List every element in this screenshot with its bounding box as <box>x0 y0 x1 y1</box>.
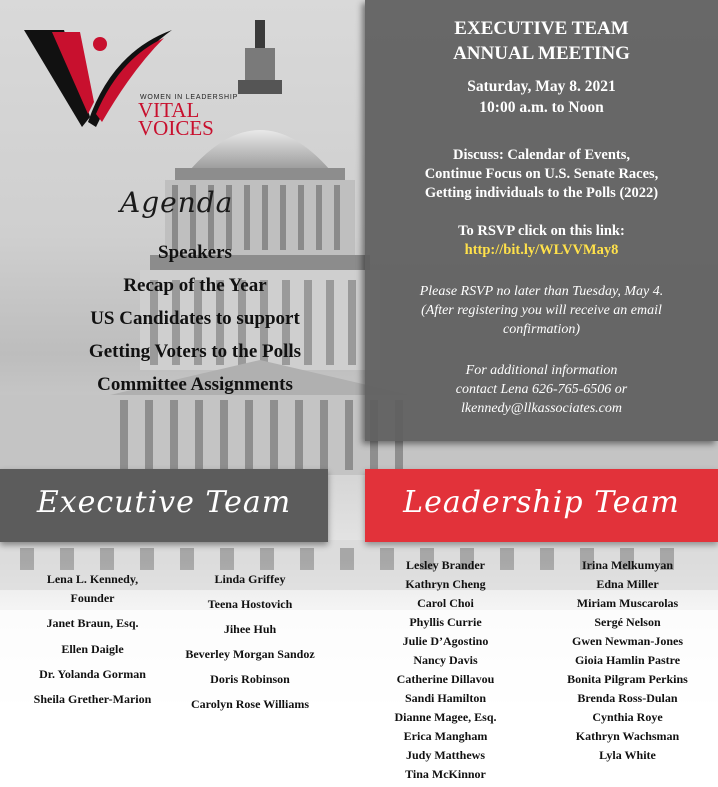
member-name: Linda Griffey <box>214 572 286 586</box>
member-name: Lesley Brander <box>406 558 485 572</box>
agenda-item: Getting Voters to the Polls <box>88 341 302 362</box>
contact-info: contact Lena 626-765-6506 or <box>455 382 628 397</box>
member-name: Gioia Hamlin Pastre <box>574 653 681 667</box>
meeting-info-panel <box>365 0 718 441</box>
executive-team-column-1 <box>15 570 170 709</box>
rsvp-deadline: confirmation) <box>503 322 580 337</box>
member-name: Sheila Grether-Marion <box>33 692 152 706</box>
member-name: Edna Miller <box>596 577 659 591</box>
member-name: Tina McKinnor <box>405 767 486 781</box>
executive-team-heading: Executive Team <box>36 485 292 520</box>
meeting-title-line1: EXECUTIVE TEAM <box>454 18 629 39</box>
contact-email[interactable]: lkennedy@llkassociates.com <box>461 401 622 416</box>
member-name: Beverley Morgan Sandoz <box>185 647 315 661</box>
member-name: Miriam Muscarolas <box>576 596 679 610</box>
logo-word-voices: VOICES <box>138 116 214 140</box>
member-name: Lyla White <box>599 748 656 762</box>
member-name: Bonita Pilgram Perkins <box>567 672 688 686</box>
agenda-item: US Candidates to support <box>90 308 300 329</box>
meeting-time: 10:00 a.m. to Noon <box>479 99 604 116</box>
member-name: Phyllis Currie <box>409 615 482 629</box>
agenda-heading: Agenda <box>120 186 234 219</box>
member-name: Judy Matthews <box>405 748 485 762</box>
rsvp-deadline: Please RSVP no later than Tuesday, May 4. <box>419 284 664 299</box>
member-name: Dr. Yolanda Gorman <box>39 667 146 681</box>
contact-info: For additional information <box>465 363 618 378</box>
discuss-line: Discuss: Calendar of Events, <box>453 147 630 163</box>
logo-wordmark <box>138 98 214 140</box>
member-name: Lena L. Kennedy, <box>46 572 139 586</box>
discuss-line: Continue Focus on U.S. Senate Races, <box>424 166 659 182</box>
rsvp-link[interactable]: http://bit.ly/WLVVMay8 <box>464 242 619 258</box>
member-name: Kathryn Wachsman <box>575 729 680 743</box>
member-name: Irina Melkumyan <box>581 558 673 572</box>
member-name: Cynthia Roye <box>592 710 663 724</box>
member-name: Nancy Davis <box>413 653 478 667</box>
member-name: Doris Robinson <box>210 672 290 686</box>
logo-tagline: WOMEN IN LEADERSHIP <box>140 94 239 101</box>
logo-word-vital: VITAL <box>138 98 200 122</box>
member-name: Carol Choi <box>417 596 474 610</box>
executive-team-banner <box>0 469 328 542</box>
leadership-team-column-2 <box>545 556 710 765</box>
rsvp-deadline: (After registering you will receive an email <box>421 303 662 318</box>
spacer <box>15 633 170 640</box>
member-name: Janet Braun, Esq. <box>46 616 139 630</box>
executive-team-column-2 <box>170 570 330 714</box>
member-name: Carolyn Rose Williams <box>190 697 309 711</box>
rsvp-label: To RSVP click on this link: <box>458 223 625 239</box>
leadership-team-column-1 <box>368 556 523 784</box>
agenda-item: Speakers <box>158 242 232 263</box>
member-name: Gwen Newman-Jones <box>572 634 683 648</box>
agenda-item: Recap of the Year <box>123 275 267 296</box>
member-name: Dianne Magee, Esq. <box>394 710 497 724</box>
member-name: Sandi Hamilton <box>404 691 487 705</box>
member-name: Ellen Daigle <box>61 642 124 656</box>
member-name: Erica Mangham <box>403 729 488 743</box>
agenda-item: Committee Assignments <box>97 374 293 395</box>
member-name: Teena Hostovich <box>207 597 293 611</box>
member-name: Julie D’Agostino <box>402 634 489 648</box>
discuss-line: Getting individuals to the Polls (2022) <box>424 185 659 201</box>
member-name: Jihee Huh <box>223 622 277 636</box>
member-name: Catherine Dillavou <box>396 672 495 686</box>
meeting-title-line2: ANNUAL MEETING <box>453 43 630 64</box>
leadership-team-heading: Leadership Team <box>403 485 680 520</box>
member-name: Kathryn Cheng <box>405 577 486 591</box>
member-name: Brenda Ross-Dulan <box>577 691 678 705</box>
meeting-date: Saturday, May 8. 2021 <box>467 78 616 95</box>
member-name: Sergé Nelson <box>594 615 661 629</box>
agenda-list <box>20 236 370 401</box>
leadership-team-banner <box>365 469 718 542</box>
member-name: Founder <box>70 591 115 605</box>
vital-voices-logo <box>22 22 239 140</box>
